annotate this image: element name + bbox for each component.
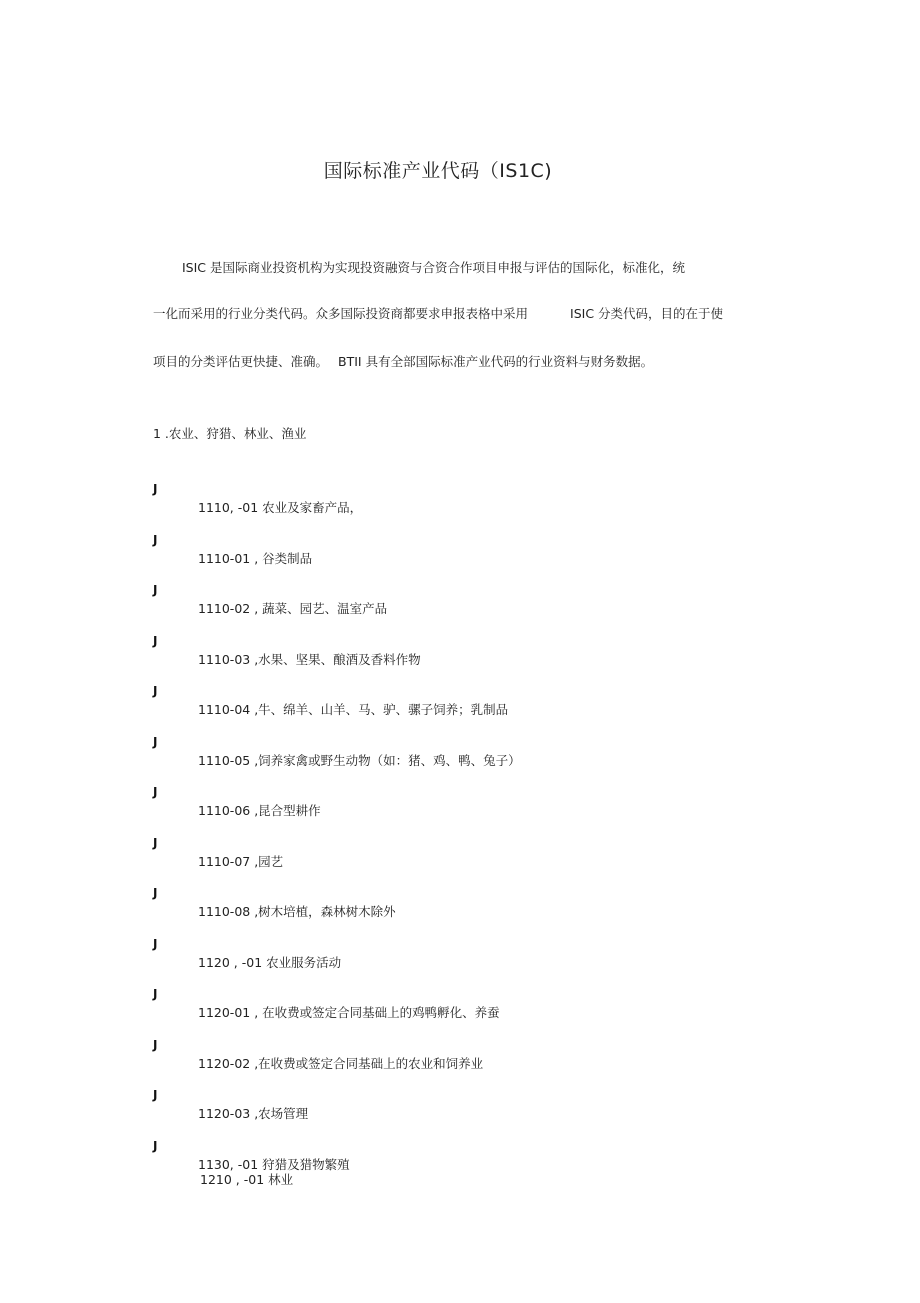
list-item <box>0 533 920 584</box>
intro-text: 项目的分类评估更快捷、准确。 <box>153 354 329 369</box>
entry-text: 1110-07 ,园艺 <box>198 853 284 869</box>
code-entry-list <box>0 482 920 1189</box>
bullet-icon: J <box>153 886 158 900</box>
list-item <box>0 583 920 634</box>
bullet-icon: J <box>153 583 158 597</box>
entry-text: 1120-02 ,在收费或签定合同基础上的农业和饲养业 <box>198 1055 484 1071</box>
intro-paragraph-line-3 <box>153 352 653 370</box>
bullet-icon: J <box>153 633 158 648</box>
entry-text: 1110-06 ,昆合型耕作 <box>198 803 321 818</box>
entry-text: 1110, -01 农业及家畜产品， <box>198 500 363 515</box>
bullet-icon: J <box>153 684 158 698</box>
bullet-icon: J <box>153 835 158 850</box>
intro-text: ISIC 是国际商业投资机构为实现投资融资与合资合作项目申报与评估的国际化，标准化，统 <box>182 260 686 275</box>
list-item <box>0 785 920 836</box>
bullet-icon: J <box>153 987 158 1001</box>
entry-text: 1110-04 ,牛、绵羊、山羊、马、驴、骡子饲养；乳制品 <box>198 702 509 717</box>
bullet-icon: J <box>153 1138 158 1153</box>
list-item <box>0 937 920 988</box>
entry-text: 1120-03 ,农场管理 <box>198 1106 309 1121</box>
bullet-icon: J <box>153 936 158 951</box>
document-title: 国际标准产业代码（IS1C) <box>323 160 553 182</box>
list-item <box>0 482 920 533</box>
intro-paragraph-line-1 <box>182 258 685 276</box>
list-item <box>0 684 920 735</box>
bullet-icon: J <box>153 532 158 547</box>
bullet-icon: J <box>153 1037 158 1052</box>
entry-text: 1130, -01 狩猎及猎物繁殖 <box>198 1156 350 1172</box>
entry-text: 1110-03 ,水果、坚果、酿酒及香料作物 <box>198 651 421 667</box>
entry-text: 1110-08 ,树木培植，森林树木除外 <box>198 904 396 919</box>
entry-text: 1110-01 , 谷类制品 <box>198 550 313 566</box>
entry-text: 1110-05 ,饲养家禽或野生动物（如：猪、鸡、鸭、兔子） <box>198 752 521 768</box>
list-item <box>0 1038 920 1089</box>
entry-text: 1110-02 , 蔬菜、园艺、温室产品 <box>198 601 388 616</box>
bullet-icon: J <box>153 482 158 496</box>
entry-text: 1120 , -01 农业服务活动 <box>198 954 342 970</box>
bullet-icon: J <box>153 785 158 799</box>
list-item <box>0 634 920 685</box>
intro-paragraph-line-2 <box>153 304 723 322</box>
trailing-entry: 1210 , -01 林业 <box>200 1172 294 1187</box>
intro-text: BTII 具有全部国际标准产业代码的行业资料与财务数据。 <box>338 354 654 369</box>
list-item <box>0 987 920 1038</box>
list-item <box>0 1088 920 1139</box>
list-item <box>0 735 920 786</box>
list-item <box>0 1139 920 1190</box>
section-heading: 1 .农业、狩猎、林业、渔业 <box>153 426 307 441</box>
entry-text: 1120-01 , 在收费或签定合同基础上的鸡鸭孵化、养蚕 <box>198 1005 500 1020</box>
intro-text: 一化而采用的行业分类代码。众多国际投资商都要求申报表格中采用 <box>153 306 529 321</box>
bullet-icon: J <box>153 734 158 749</box>
list-item <box>0 836 920 887</box>
list-item <box>0 886 920 937</box>
intro-text: ISIC 分类代码，目的在于使 <box>570 306 724 321</box>
bullet-icon: J <box>153 1088 158 1102</box>
